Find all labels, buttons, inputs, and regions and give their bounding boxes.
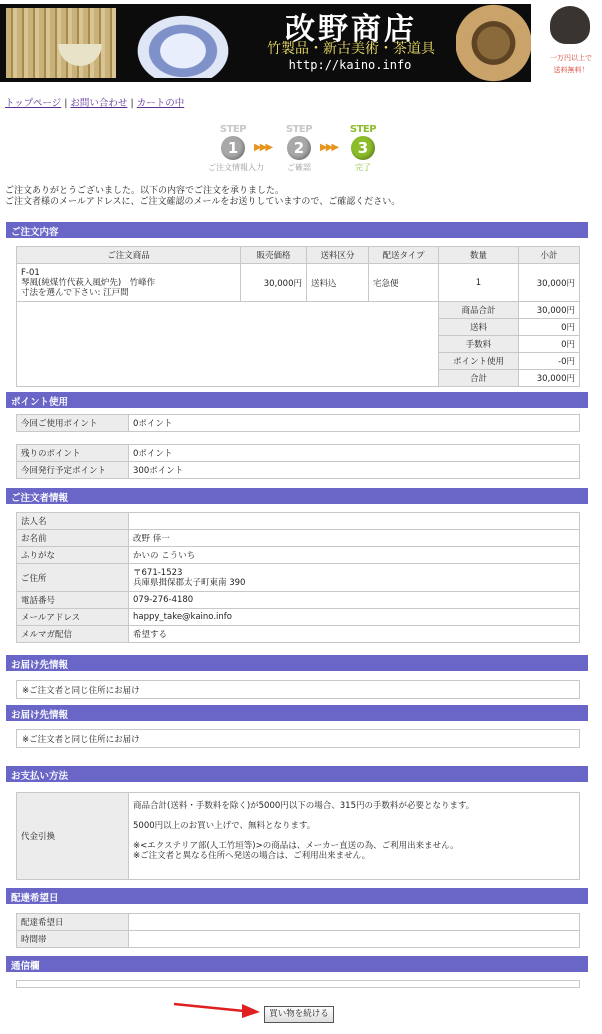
col-price: 販売価格 xyxy=(241,247,307,264)
top-nav xyxy=(5,95,184,109)
customer-row xyxy=(17,609,580,626)
delivery-date-row xyxy=(17,914,580,931)
delivery-date-table xyxy=(16,913,580,948)
col-subtotal: 小計 xyxy=(519,247,580,264)
nav-link-cart[interactable]: カートの中 xyxy=(136,98,185,109)
step-label: STEP xyxy=(349,124,377,135)
payment-note-fee: 商品合計(送料・手数料を除く)が5000円以下の場合、315円の手数料が必要となります。 xyxy=(133,801,475,811)
payment-note-free: 5000円以上のお買い上げで、無料となります。 xyxy=(133,821,316,831)
customer-label: 電話番号 xyxy=(17,592,129,609)
customer-value: 改野 倖一 xyxy=(129,530,580,547)
customer-label: 法人名 xyxy=(17,513,129,530)
step-1 xyxy=(208,124,264,173)
section-payment: お支払い方法 xyxy=(6,766,588,782)
customer-row xyxy=(17,547,580,564)
item-name-cell xyxy=(17,264,241,302)
step-caption: ご確認 xyxy=(287,163,311,172)
shop-title: 改野商店 xyxy=(285,12,417,47)
section-customer: ご注文者情報 xyxy=(6,488,588,504)
total-value: 0円 xyxy=(519,336,580,353)
total-label: 合計 xyxy=(439,370,519,387)
thank-you-message xyxy=(5,186,595,208)
promo-line-2: 送料無料！ xyxy=(553,66,589,74)
total-label: 手数料 xyxy=(439,336,519,353)
delivery-time-row xyxy=(17,931,580,948)
order-table xyxy=(16,246,580,387)
payment-table xyxy=(16,792,580,880)
order-header-row xyxy=(17,247,580,264)
step-label: STEP xyxy=(285,124,313,135)
postal-code: 〒671-1523 xyxy=(133,567,183,578)
points-issue-value: 300ポイント xyxy=(129,462,580,479)
points-issue-row xyxy=(17,462,580,479)
total-row xyxy=(17,302,580,319)
points-issue-label: 今回発行予定ポイント xyxy=(17,462,129,479)
col-delivery-type: 配送タイプ xyxy=(369,247,439,264)
shop-subtitle: 竹製品・新古美術・茶道具 xyxy=(267,41,435,57)
message-line-1: ご注文ありがとうございました。以下の内容でご注文を承りました。 xyxy=(5,186,285,196)
customer-row xyxy=(17,513,580,530)
nav-link-contact[interactable]: お問い合わせ xyxy=(70,98,128,109)
step-2 xyxy=(274,124,324,173)
address-line: 兵庫県揖保郡太子町東南 390 xyxy=(133,577,246,588)
total-label: ポイント使用 xyxy=(439,353,519,370)
bamboo-basket-image xyxy=(456,4,531,82)
customer-address xyxy=(129,564,580,592)
delivery-note: ※ご注文者と同じ住所にお届け xyxy=(16,680,580,699)
delivery-date-label: 配達希望日 xyxy=(17,914,129,931)
col-shipping-class: 送料区分 xyxy=(307,247,369,264)
notes-box xyxy=(16,980,580,988)
customer-value: 希望する xyxy=(129,626,580,643)
continue-shopping-button[interactable]: 買い物を続ける xyxy=(264,1006,334,1023)
customer-row xyxy=(17,592,580,609)
customer-value xyxy=(129,513,580,530)
item-price: 30,000円 xyxy=(241,264,307,302)
step-arrows-icon: ▶▶▶ xyxy=(320,142,338,153)
total-label: 商品合計 xyxy=(439,302,519,319)
delivery-date-value xyxy=(129,914,580,931)
totals-spacer xyxy=(17,302,439,387)
nav-separator: | xyxy=(64,98,68,109)
section-points: ポイント使用 xyxy=(6,392,588,408)
col-product: ご注文商品 xyxy=(17,247,241,264)
points-used-label: 今回ご使用ポイント xyxy=(17,415,129,432)
message-line-2: ご注文者様のメールアドレスに、ご注文確認のメールをお送りしていますので、ご確認ください。 xyxy=(5,197,401,207)
step-number: 2 xyxy=(287,136,311,160)
points-remain-value: 0ポイント xyxy=(129,445,580,462)
section-order: ご注文内容 xyxy=(6,222,588,238)
free-shipping-promo[interactable] xyxy=(540,52,602,76)
section-delivery: お届け先情報 xyxy=(6,705,588,721)
red-arrow-icon xyxy=(172,1000,262,1018)
customer-label: ご住所 xyxy=(17,564,129,592)
points-used-row xyxy=(17,415,580,432)
customer-label: メールアドレス xyxy=(17,609,129,626)
step-label: STEP xyxy=(219,124,247,135)
payment-notes xyxy=(129,793,580,880)
promo-line-1: 一万円以上で xyxy=(550,54,592,62)
step-arrows-icon: ▶▶▶ xyxy=(254,142,272,153)
payment-note-address: ※ご注文者と異なる住所へ発送の場合は、ご利用出来ません。 xyxy=(133,851,371,861)
section-delivery: お届け先情報 xyxy=(6,655,588,671)
porcelain-teapot-image xyxy=(130,10,236,78)
shop-url: http://kaino.info xyxy=(288,58,412,72)
step-3 xyxy=(338,124,388,173)
delivery-time-value xyxy=(129,931,580,948)
customer-label: メルマガ配信 xyxy=(17,626,129,643)
points-used-table xyxy=(16,414,580,432)
points-used-value: 0ポイント xyxy=(129,415,580,432)
bamboo-fence-image xyxy=(6,8,116,78)
customer-row xyxy=(17,626,580,643)
points-balance-table xyxy=(16,444,580,479)
payment-method: 代金引換 xyxy=(17,793,129,880)
nav-separator: | xyxy=(130,98,134,109)
item-qty: 1 xyxy=(439,264,519,302)
item-name: 琴風(純煤竹代萩入風炉先) 竹峰作 xyxy=(21,277,156,288)
points-remain-row xyxy=(17,445,580,462)
customer-value: かいの こういち xyxy=(129,547,580,564)
item-shipping-class: 送料込 xyxy=(307,264,369,302)
delivery-time-label: 時間帯 xyxy=(17,931,129,948)
customer-row xyxy=(17,564,580,592)
customer-row xyxy=(17,530,580,547)
total-value: 30,000円 xyxy=(519,302,580,319)
item-delivery-type: 宅急便 xyxy=(369,264,439,302)
total-value: 0円 xyxy=(519,319,580,336)
step-caption: 完了 xyxy=(355,163,371,172)
customer-label: ふりがな xyxy=(17,547,129,564)
step-number: 1 xyxy=(221,136,245,160)
item-option: 寸法を選んで下さい: 江戸間 xyxy=(21,287,129,298)
col-qty: 数量 xyxy=(439,247,519,264)
section-delivery-date: 配達希望日 xyxy=(6,888,588,904)
nav-link-top[interactable]: トップページ xyxy=(5,98,62,109)
checkout-steps xyxy=(208,124,398,176)
customer-value: 079-276-4180 xyxy=(129,592,580,609)
iron-kettle-image[interactable] xyxy=(550,6,590,44)
section-notes: 通信欄 xyxy=(6,956,588,972)
total-label: 送料 xyxy=(439,319,519,336)
points-remain-label: 残りのポイント xyxy=(17,445,129,462)
order-item-row xyxy=(17,264,580,302)
payment-row xyxy=(17,793,580,880)
total-value: 30,000円 xyxy=(519,370,580,387)
customer-value: happy_take@kaino.info xyxy=(129,609,580,626)
total-value: -0円 xyxy=(519,353,580,370)
item-code: F-01 xyxy=(21,267,40,278)
customer-table xyxy=(16,512,580,643)
payment-note-exclusion: ※<エクステリア部(人工竹垣等)>の商品は、メーカー直送の為、ご利用出来ません。 xyxy=(133,841,459,851)
step-number: 3 xyxy=(351,136,375,160)
delivery-note: ※ご注文者と同じ住所にお届け xyxy=(16,729,580,748)
header-banner xyxy=(0,0,602,86)
item-subtotal: 30,000円 xyxy=(519,264,580,302)
customer-label: お名前 xyxy=(17,530,129,547)
step-caption: ご注文情報入力 xyxy=(208,163,264,172)
